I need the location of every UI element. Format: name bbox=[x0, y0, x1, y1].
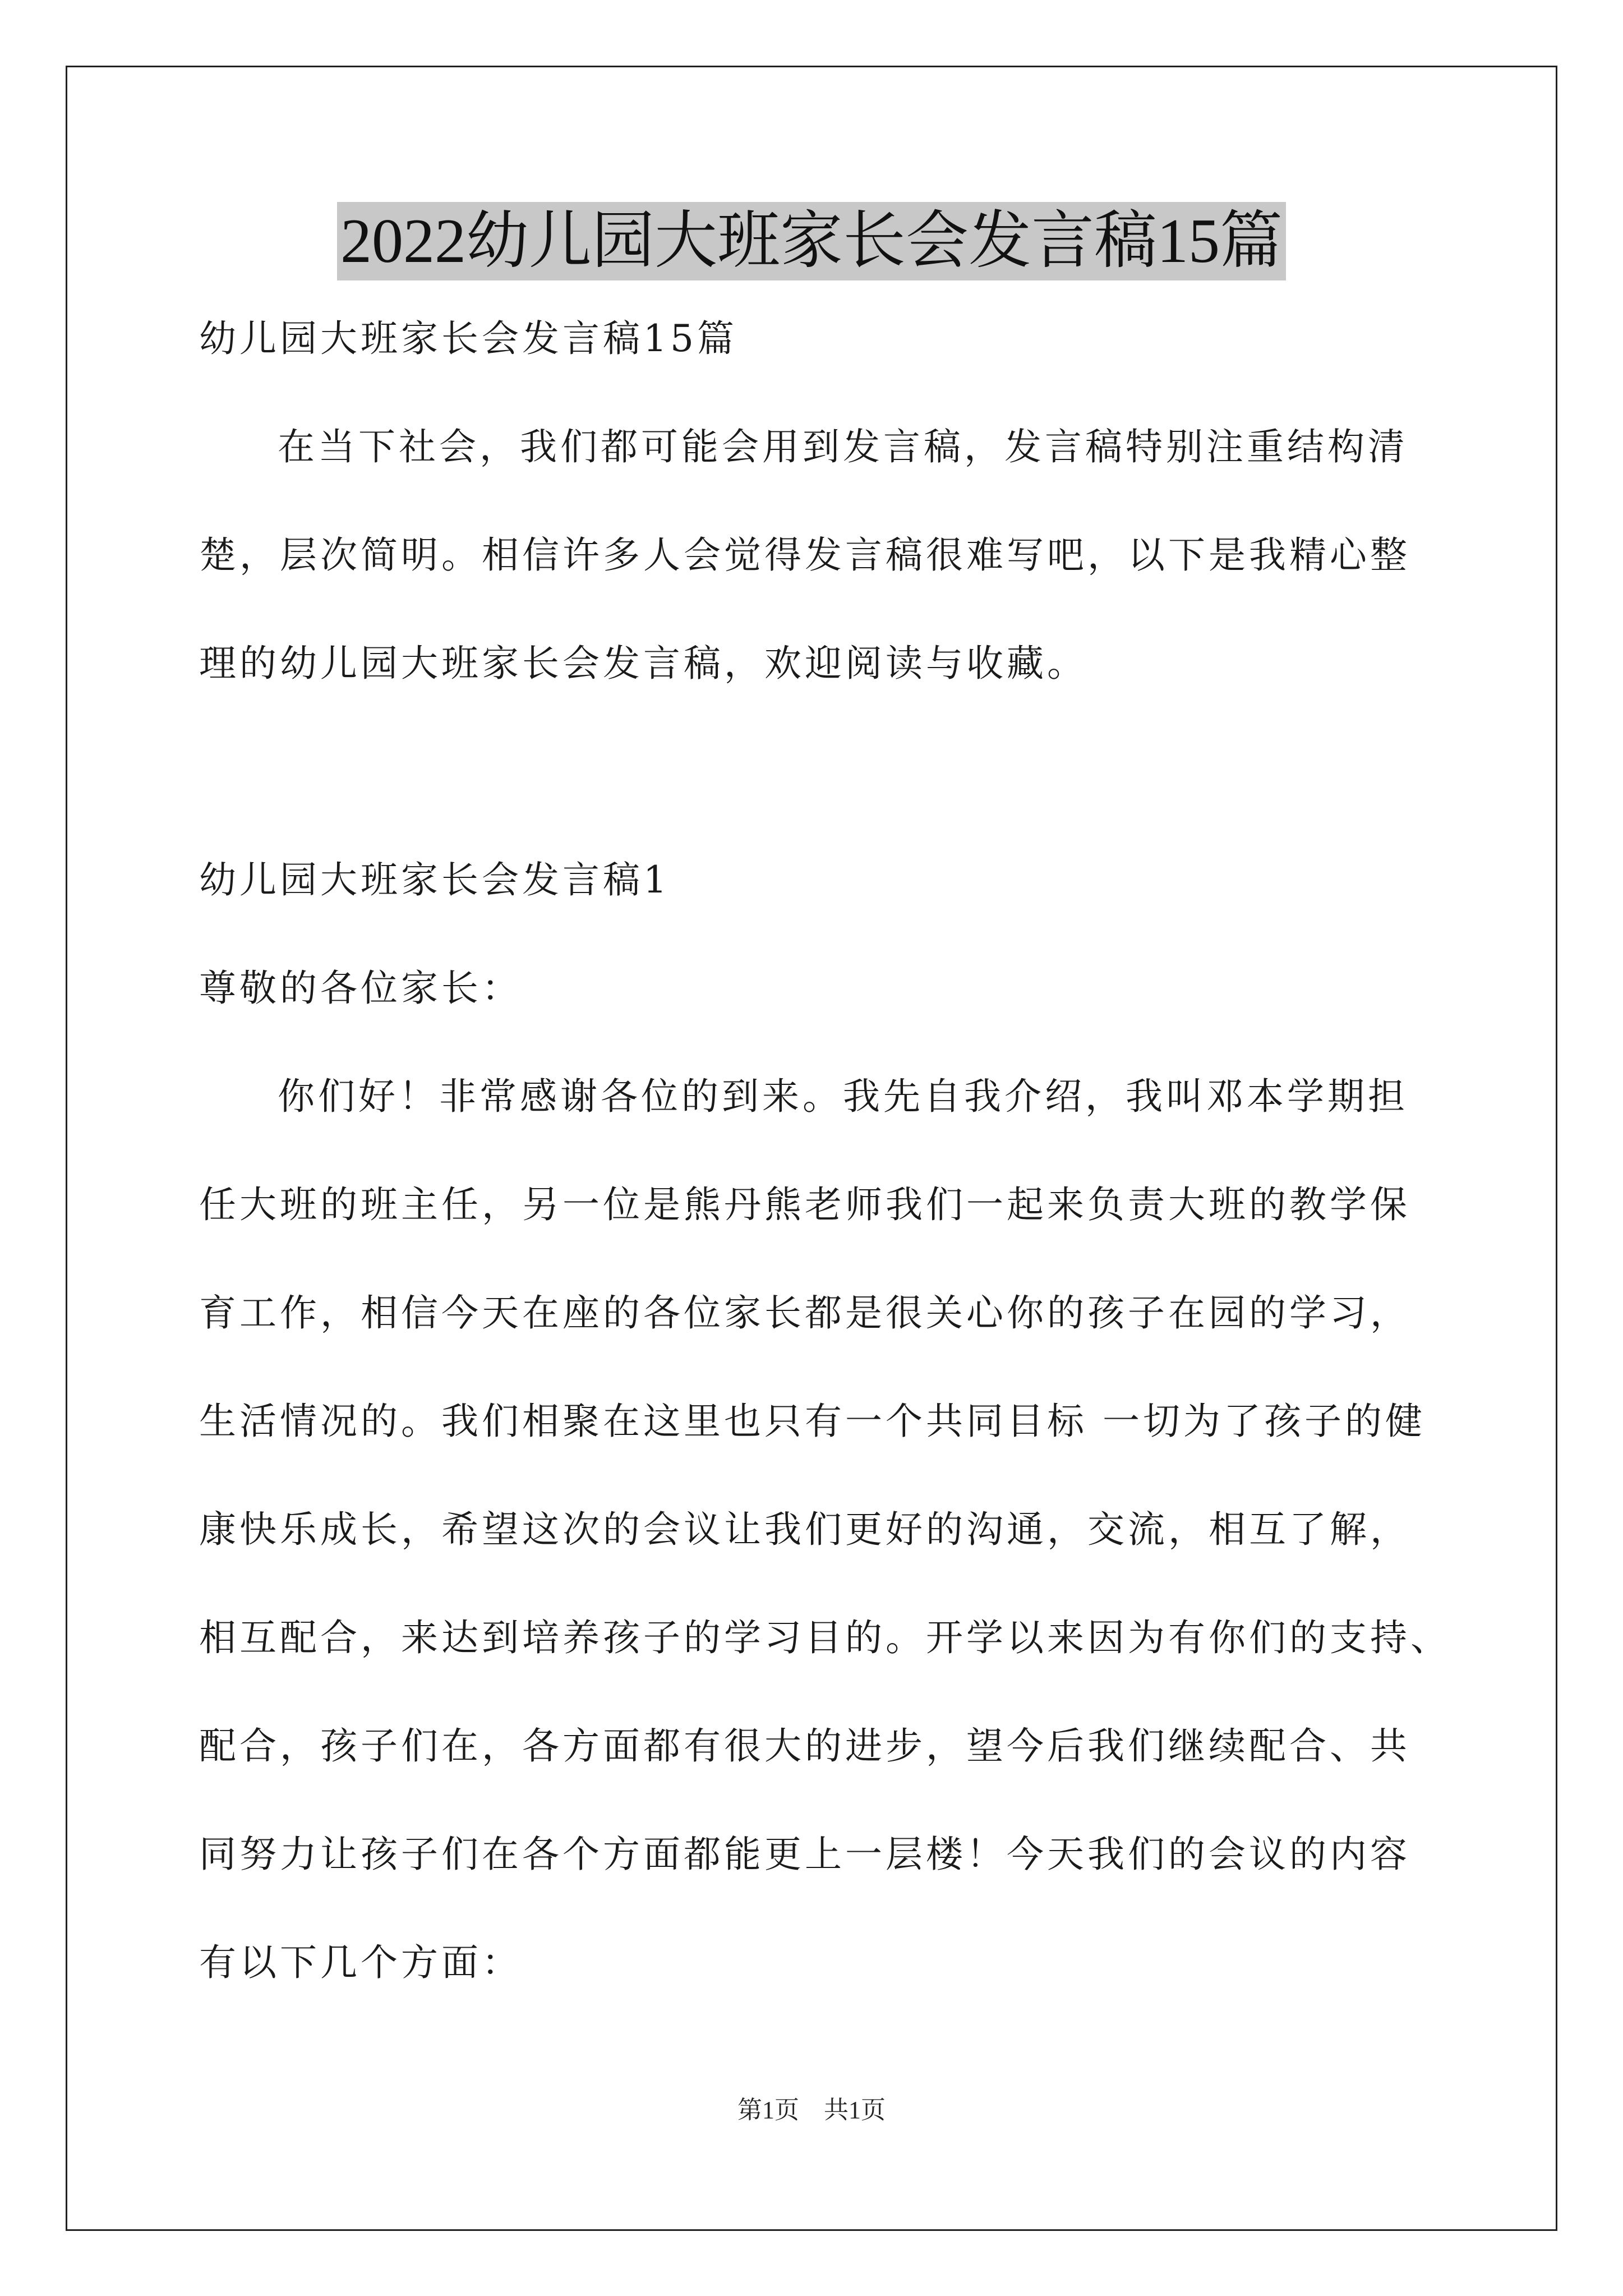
body-paragraph bbox=[199, 1072, 1472, 1987]
body-line: 同努力让孩子们在各个方面都能更上一层楼！今天我们的会议的内容 bbox=[199, 1833, 1410, 1876]
page-number-footer: 第1页 共1页 bbox=[737, 2096, 886, 2124]
body-line: 育工作，相信今天在座的各位家长都是很关心你的孩子在园的学习， bbox=[199, 1291, 1410, 1335]
body-line: 任大班的班主任，另一位是熊丹熊老师我们一起来负责大班的教学保 bbox=[199, 1183, 1410, 1226]
body-line: 相互配合，来达到培养孩子的学习目的。开学以来因为有你们的支持、 bbox=[199, 1616, 1451, 1659]
title-container bbox=[0, 202, 1623, 280]
intro-line: 理的幼儿园大班家长会发言稿，欢迎阅读与收藏。 bbox=[199, 642, 1087, 685]
body-line: 你们好！非常感谢各位的到来。我先自我介绍，我叫邓本学期担 bbox=[278, 1075, 1408, 1118]
body-line: 配合，孩子们在，各方面都有很大的进步，望今后我们继续配合、共 bbox=[199, 1724, 1410, 1768]
body-line: 有以下几个方面： bbox=[199, 1941, 522, 1984]
section-heading: 幼儿园大班家长会发言稿1 bbox=[199, 858, 670, 901]
body-line: 生活情况的。我们相聚在这里也只有一个共同目标 一切为了孩子的健 bbox=[199, 1400, 1426, 1443]
blank-line bbox=[199, 747, 1472, 855]
intro-line: 楚，层次简明。相信许多人会觉得发言稿很难写吧，以下是我精心整 bbox=[199, 533, 1410, 577]
document-body bbox=[199, 314, 1472, 2046]
intro-line: 在当下社会，我们都可能会用到发言稿，发言稿特别注重结构清 bbox=[278, 425, 1408, 468]
document-subtitle: 幼儿园大班家长会发言稿15篇 bbox=[199, 317, 737, 360]
document-title: 2022幼儿园大班家长会发言稿15篇 bbox=[337, 202, 1286, 280]
body-line: 康快乐成长，希望这次的会议让我们更好的沟通，交流，相互了解， bbox=[199, 1508, 1410, 1551]
intro-paragraph bbox=[199, 422, 1472, 688]
salutation: 尊敬的各位家长： bbox=[199, 967, 522, 1010]
